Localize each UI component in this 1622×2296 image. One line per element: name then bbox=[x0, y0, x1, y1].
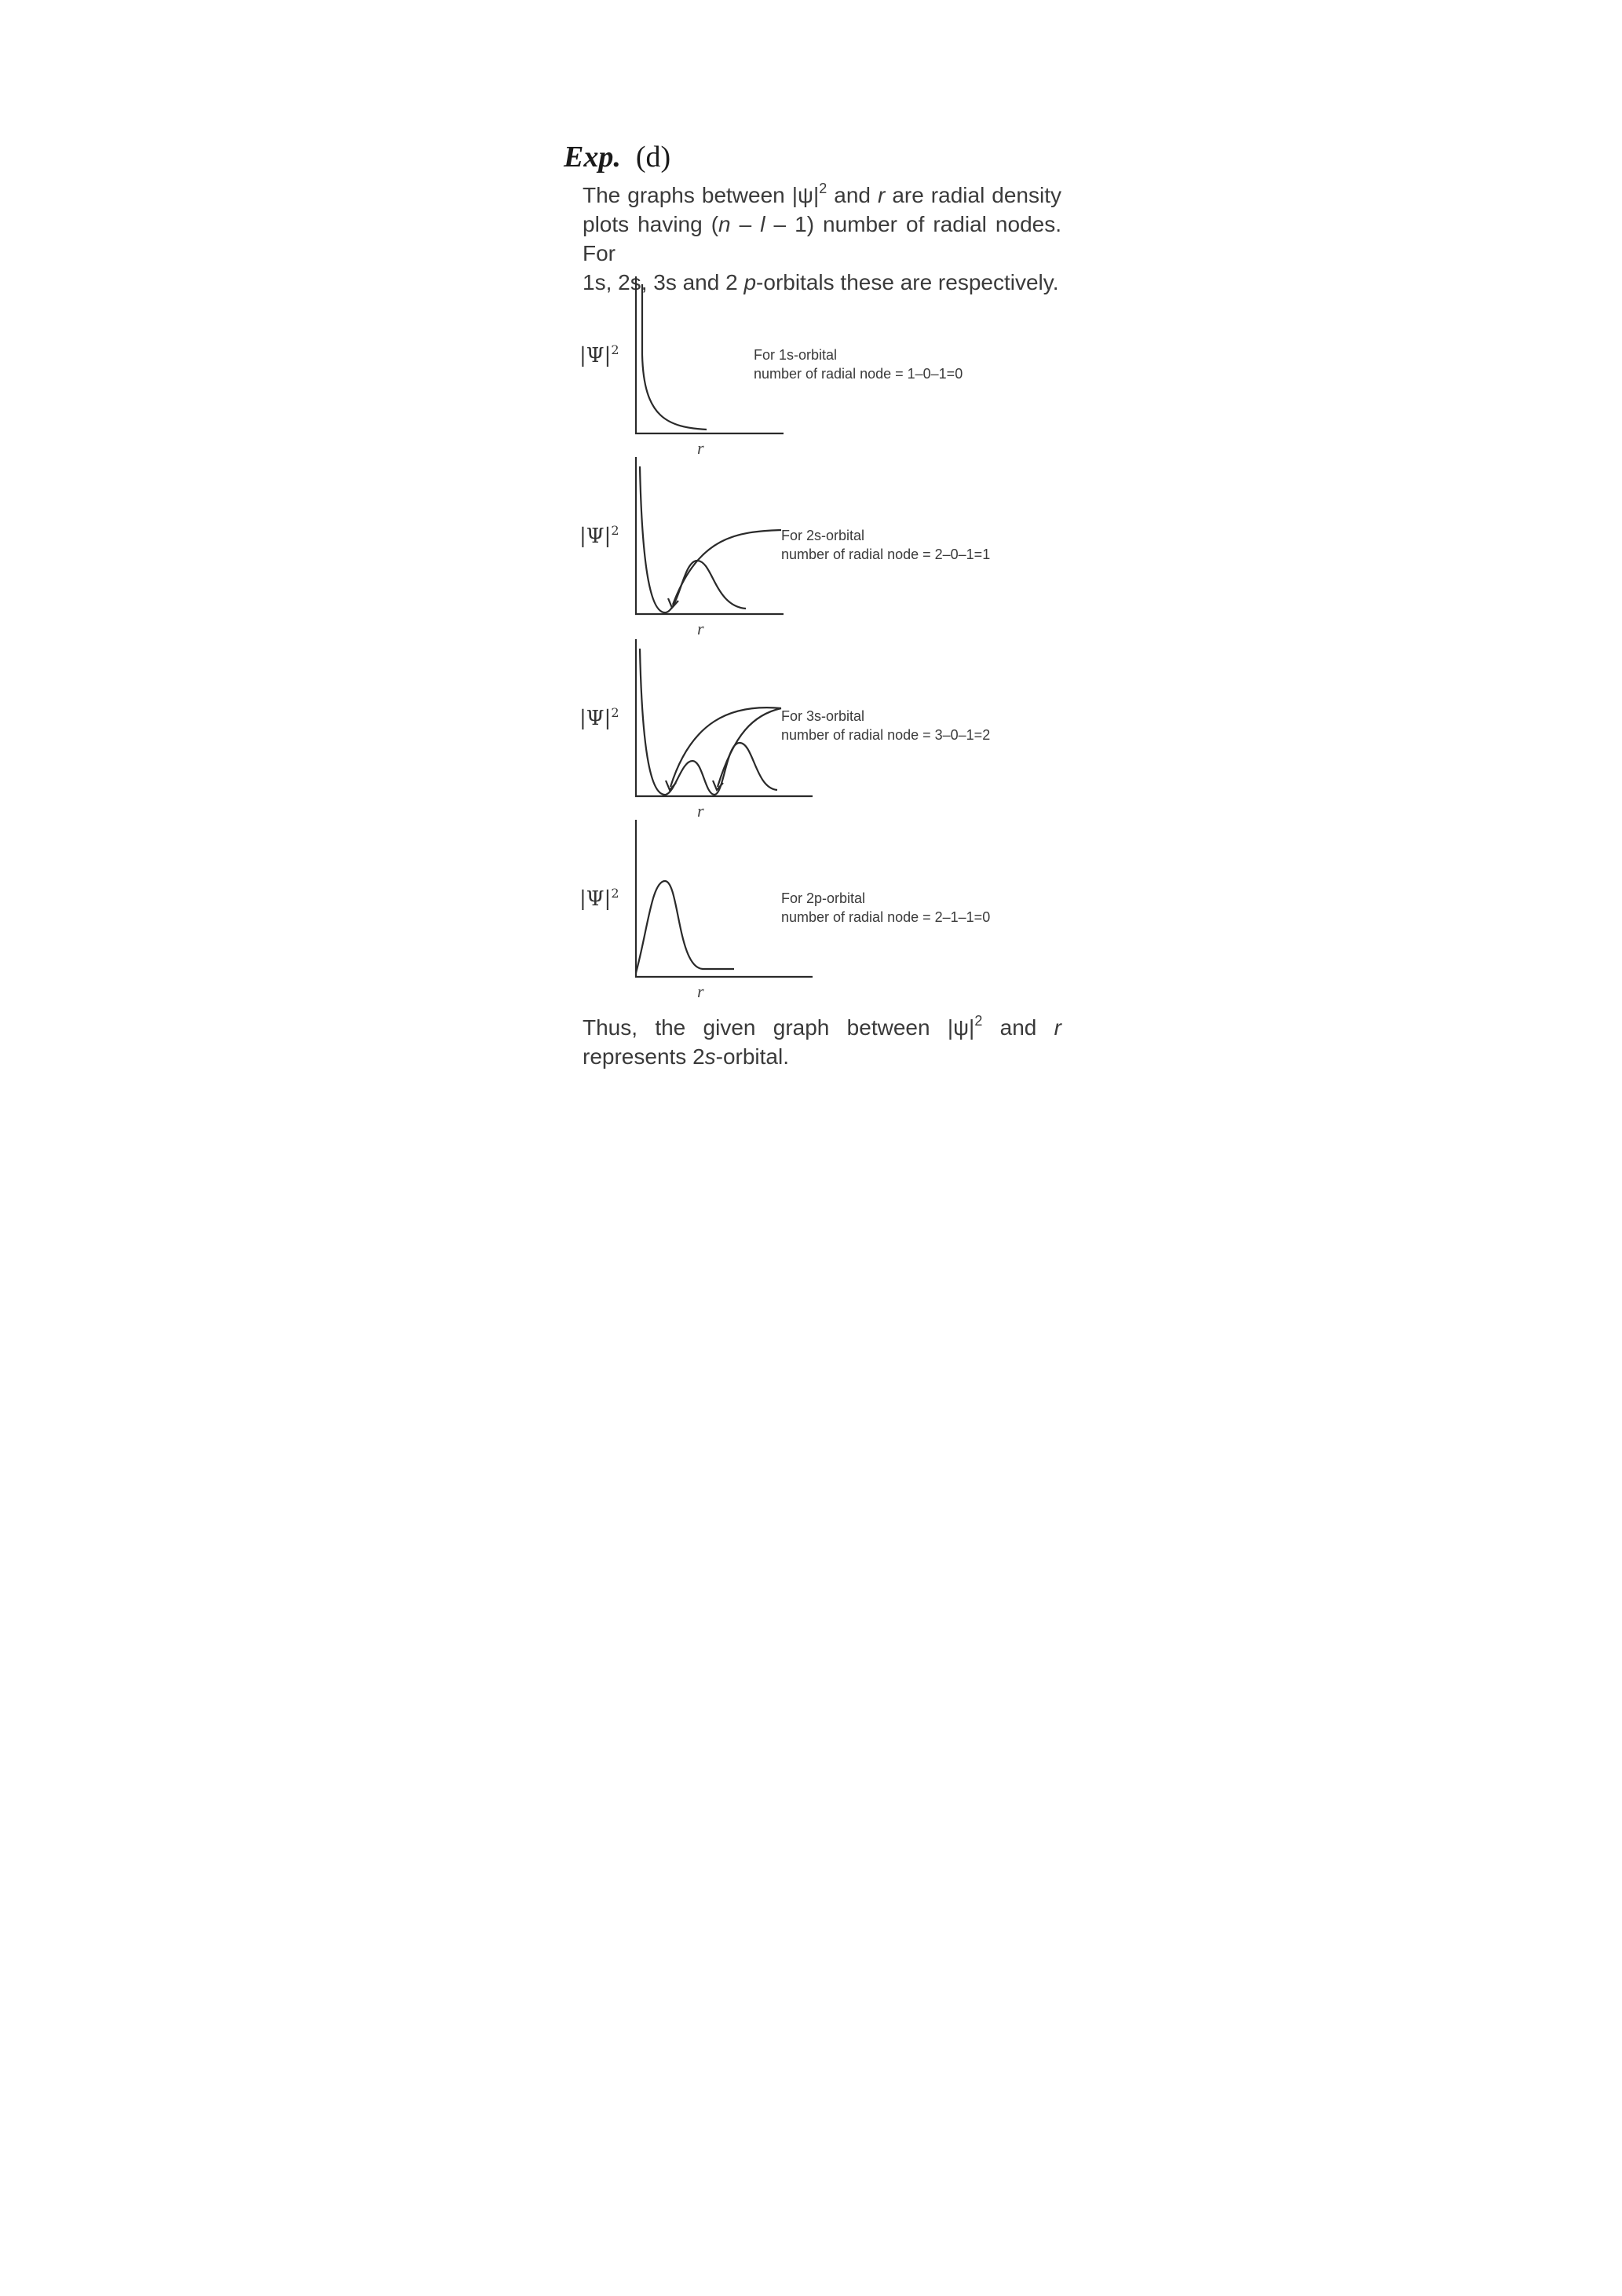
intro-line-2 bbox=[583, 210, 1061, 268]
plot-2s-axes bbox=[636, 457, 784, 614]
conclusion-variable-r: r bbox=[1054, 1015, 1061, 1040]
intro-variable-r: r bbox=[878, 183, 886, 207]
intro-text: and bbox=[827, 183, 878, 207]
plot-3s-arc bbox=[670, 707, 781, 787]
plot-2s-x-label: r bbox=[697, 619, 704, 638]
plot-3s-note bbox=[781, 707, 990, 744]
plot-2s-nodes: number of radial node = 2–0–1=1 bbox=[781, 547, 991, 562]
intro-text: The graphs between |ψ| bbox=[583, 183, 820, 207]
plot-2p-x-label: r bbox=[697, 982, 704, 1001]
conclusion-line-2 bbox=[583, 1042, 1061, 1071]
plot-3s-nodes: number of radial node = 3–0–1=2 bbox=[781, 727, 991, 743]
plot-1s-note bbox=[754, 345, 963, 383]
intro-variable-p: p bbox=[743, 270, 757, 294]
plot-1s-curve bbox=[642, 284, 707, 430]
conclusion-variable-s: s bbox=[704, 1044, 716, 1069]
plot-2p-nodes: number of radial node = 2–1–1=0 bbox=[781, 909, 991, 925]
plot-1s-y-label: $|\Psi|^2$ bbox=[579, 342, 619, 367]
orbital-plot-2p bbox=[573, 820, 1060, 1001]
intro-text: are radial density bbox=[885, 183, 1062, 207]
conclusion-paragraph bbox=[583, 1013, 1061, 1071]
explanation-heading bbox=[564, 140, 670, 174]
plot-2p-curve bbox=[636, 881, 734, 973]
conclusion-line-1 bbox=[583, 1013, 1061, 1042]
conclusion-text: -orbital. bbox=[715, 1044, 790, 1069]
plot-2s-y-label: $|\Psi|^2$ bbox=[579, 523, 619, 548]
plot-3s-title: For 3s-orbital bbox=[781, 708, 865, 724]
plot-3s-curve bbox=[640, 649, 777, 795]
conclusion-text: and bbox=[982, 1015, 1054, 1040]
intro-text: – bbox=[730, 212, 761, 236]
intro-text: plots having ( bbox=[583, 212, 719, 236]
plot-2p-title: For 2p-orbital bbox=[781, 890, 866, 906]
plot-2p-y-label: $|\Psi|^2$ bbox=[579, 886, 619, 911]
plot-1s-title: For 1s-orbital bbox=[754, 347, 838, 363]
plot-2p-note bbox=[781, 889, 990, 927]
plot-3s-y-label: $|\Psi|^2$ bbox=[579, 705, 619, 730]
conclusion-text: represents 2 bbox=[583, 1044, 705, 1069]
plot-2s-curve bbox=[640, 466, 746, 612]
orbital-plot-2s bbox=[573, 457, 1060, 638]
plot-2s-title: For 2s-orbital bbox=[781, 528, 865, 543]
plot-2s-note bbox=[781, 526, 990, 564]
intro-variable-l: l bbox=[760, 212, 765, 236]
intro-text: -orbitals these are respectively. bbox=[756, 270, 1059, 294]
conclusion-text: Thus, the given graph between |ψ| bbox=[583, 1015, 975, 1040]
plot-1s-x-label: r bbox=[697, 438, 704, 458]
intro-text: – 1) number of radial nodes. For bbox=[583, 212, 1061, 265]
conclusion-superscript: 2 bbox=[974, 1013, 983, 1029]
intro-text: 1s, 2s, 3s and 2 bbox=[583, 270, 744, 294]
answer-option: (d) bbox=[635, 141, 671, 174]
orbital-plot-1s bbox=[573, 276, 1060, 458]
intro-variable-n: n bbox=[718, 212, 731, 236]
exp-label: Exp. bbox=[564, 141, 621, 174]
orbital-plot-3s bbox=[573, 639, 1060, 821]
intro-line-1 bbox=[583, 181, 1061, 210]
plot-1s-nodes: number of radial node = 1–0–1=0 bbox=[754, 366, 963, 382]
intro-superscript: 2 bbox=[819, 181, 827, 196]
plot-3s-inner-arc bbox=[718, 708, 781, 787]
plot-3s-x-label: r bbox=[697, 801, 704, 821]
